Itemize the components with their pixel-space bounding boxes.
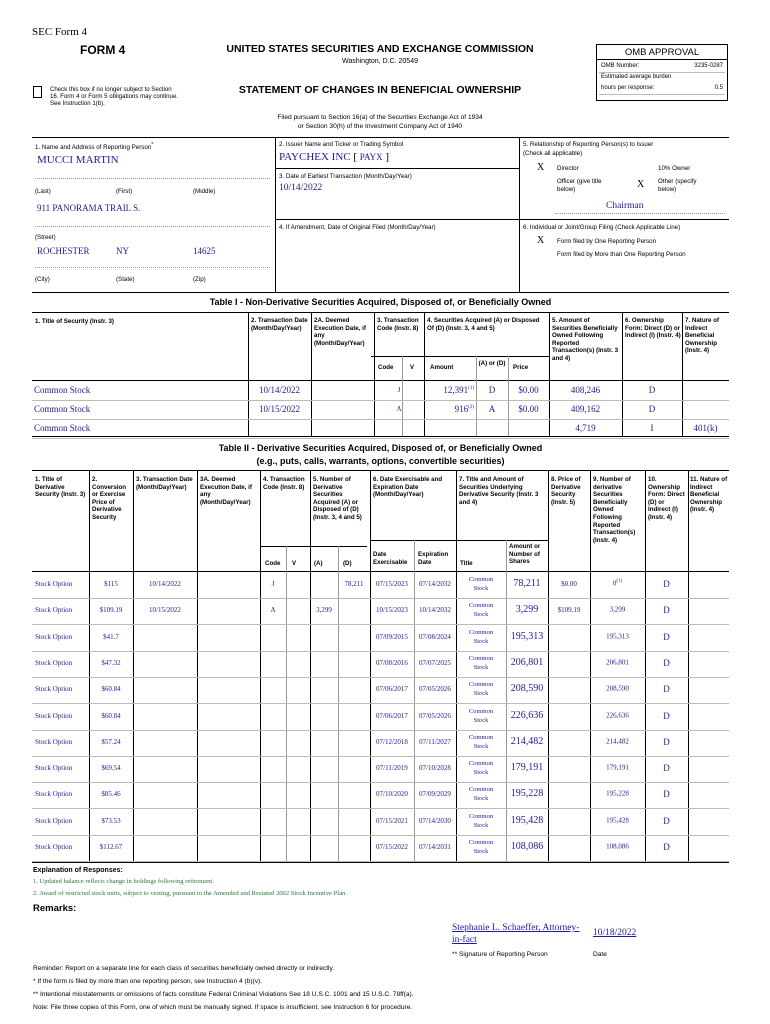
earliest-transaction-date: 10/14/2022 (279, 183, 323, 193)
remarks-title: Remarks: (33, 903, 77, 914)
filed-pursuant-line1: Filed pursuant to Section 16(a) of the Securities Exchange Act of 1934 (277, 114, 483, 121)
t1-ownership-form: I (650, 423, 654, 433)
t2-amount-owned: 0$^{(1)}$ (612, 579, 623, 588)
t2-conversion-price: $69.54 (101, 764, 121, 773)
t2-ownership-form: D (663, 579, 670, 589)
filed-pursuant-line2: or Section 30(h) of the Investment Company Act of 1940 (297, 123, 463, 130)
other-mark[interactable]: X (637, 179, 645, 190)
explanation-2: 2. Award of restricted stock units, subject to vesting, pursuant to the Amended and Restated 2002 Stock Incentive Plan. (33, 890, 348, 897)
table-row (32, 704, 729, 730)
t2-conversion-price: $109.19 (99, 606, 123, 615)
omb-title: OMB APPROVAL (597, 45, 727, 60)
t2-sub-d: (D) (343, 560, 352, 567)
reporting-person-name: MUCCI MARTIN (37, 154, 119, 166)
t1-acquired-disposed: D (488, 385, 496, 395)
t2-conversion-price: $115 (104, 580, 118, 588)
signature-date: 10/18/2022 (593, 928, 637, 938)
table-row (32, 572, 729, 598)
t1-ownership-form: D (648, 404, 656, 414)
t1-h-deemed: 2A. Deemed Execution Date, if any (Month/Day/Year) (314, 317, 366, 347)
t1-h-title: 1. Title of Security (Instr. 3) (35, 318, 114, 325)
other-label: Other (specify below) (658, 178, 697, 193)
t2-derivative-title: Stock Option (35, 685, 73, 694)
omb-number: 3235-0287 (694, 63, 723, 69)
t2-ownership-form: D (663, 684, 670, 695)
street-address: 911 PANORAMA TRAIL S. (37, 203, 141, 213)
t2-expiration-date: 07/11/2027 (419, 737, 451, 746)
relationship-sublabel: (Check all applicable) (523, 150, 583, 157)
t2-derivative-title: Stock Option (35, 737, 73, 746)
t2-derivative-title: Stock Option (35, 711, 73, 720)
t2-underlying-title: Common Stock (468, 707, 494, 724)
last-name-label: (Last) (35, 188, 51, 195)
t2-amount-owned: 195,428 (606, 816, 629, 825)
t1-sub-v: V (410, 364, 415, 371)
t2-expiration-date: 07/08/2024 (419, 632, 451, 641)
first-name-label: (First) (116, 188, 133, 195)
t1-transaction-date: 10/15/2022 (258, 404, 300, 414)
t2-date-exercisable: 07/11/2019 (376, 764, 408, 773)
t1-amount-owned: 409,162 (570, 404, 601, 414)
t2-h-conversion: 2. Conversion or Exercise Price of Derivative Security (92, 476, 127, 521)
t2-date-exercisable: 07/15/2023 (376, 580, 408, 588)
t2-underlying-title: Common Stock (468, 733, 494, 750)
t2-acquired: 3,299 (316, 606, 332, 615)
city-value: ROCHESTER (37, 246, 90, 256)
t2-amount-owned: 226,636 (606, 710, 629, 719)
t2-underlying-title: Common Stock (468, 760, 494, 777)
t1-h-date: 2. Transaction Date (Month/Day/Year) (251, 317, 308, 332)
t2-expiration-date: 07/14/2030 (419, 816, 451, 825)
t2-h-nature: 11. Nature of Indirect Beneficial Ownership (Instr. 4) (690, 476, 728, 514)
t2-date-exercisable: 07/06/2017 (376, 685, 408, 694)
issuer-label: 2. Issuer Name and Ticker or Trading Symbol (279, 141, 404, 148)
t2-date-exercisable: 07/10/2020 (376, 790, 408, 799)
t2-expiration-date: 07/09/2029 (419, 790, 451, 799)
table-row (32, 730, 729, 756)
director-label: Director (557, 165, 579, 172)
table1-title: Table I - Non-Derivative Securities Acquired, Disposed of, or Beneficially Owned (209, 297, 552, 307)
t2-amount-owned: 208,590 (606, 684, 629, 693)
date-label: Date (593, 951, 607, 958)
t2-underlying-amount: 108,086 (510, 841, 544, 852)
t1-amount: 12,391$^{(1)}$ (443, 385, 474, 395)
t1-h-nature: 7. Nature of Indirect Beneficial Ownership (Instr. 4) (685, 317, 720, 355)
t2-expiration-date: 07/14/2031 (419, 843, 451, 851)
t2-h-owned: 9. Number of derivative Securities Beneficially Owned Following Reported Transaction(s) (Instr. 4) (593, 476, 636, 544)
t2-date-exercisable: 10/15/2023 (376, 606, 408, 615)
t2-expiration-date: 07/05/2026 (419, 685, 451, 694)
t2-transaction-date: 10/14/2022 (149, 580, 181, 588)
t2-underlying-amount: 179,191 (510, 762, 544, 774)
t2-h-deemed: 3A. Deemed Execution Date, if any (Month/Day/Year) (200, 476, 252, 506)
t2-h-exercisable: 6. Date Exercisable and Expiration Date (Month/Day/Year) (373, 476, 443, 499)
t2-ownership-form: D (663, 631, 670, 642)
t1-security-title: Common Stock (34, 404, 91, 414)
t1-price: $0.00 (518, 404, 539, 414)
t2-conversion-price: $47.32 (101, 658, 121, 667)
street-label: (Street) (35, 234, 56, 241)
t1-amount-owned: 408,246 (570, 385, 601, 395)
t2-sub-amount: Amount or Number of Shares (509, 543, 541, 566)
table2-title: Table II - Derivative Securities Acquired, Disposed of, or Beneficially Owned (218, 443, 543, 453)
t2-expiration-date: 07/14/2032 (419, 580, 451, 588)
t2-sub-code: Code (265, 560, 281, 567)
t1-amount-owned: 4,719 (575, 423, 596, 433)
t2-amount-owned: 195,228 (606, 789, 629, 798)
t1-transaction-date: 10/14/2022 (258, 385, 300, 395)
zip-label: (Zip) (193, 276, 206, 283)
t2-sub-date-exercisable: Date Exercisable (373, 551, 408, 566)
t2-ownership-form: D (663, 657, 670, 668)
t2-underlying-amount: 208,590 (510, 683, 544, 695)
filing-type-label: 6. Individual or Joint/Group Filing (Check Applicable Line) (523, 224, 681, 231)
section16-checkbox[interactable] (33, 86, 42, 98)
t2-conversion-price: $85.46 (101, 790, 121, 799)
t2-underlying-title: Common Stock (468, 681, 494, 698)
t2-conversion-price: $112.67 (99, 843, 123, 851)
t2-underlying-title: Common Stock (468, 812, 494, 829)
t2-derivative-title: Stock Option (35, 580, 73, 588)
earliest-transaction-label: 3. Date of Earliest Transaction (Month/Day/Year) (279, 173, 412, 180)
t1-security-title: Common Stock (34, 423, 91, 433)
t2-underlying-title: Common Stock (468, 786, 494, 803)
t1-nature: 401(k) (693, 423, 718, 433)
t1-amount: 916$^{(2)}$ (454, 404, 474, 414)
multiple-persons-label: Form filed by More than One Reporting Person (557, 251, 686, 258)
t1-sub-amount: Amount (430, 364, 454, 371)
relationship-label: 5. Relationship of Reporting Person(s) to Issuer (523, 141, 654, 148)
t1-h-owned: 5. Amount of Securities Beneficially Owned Following Reported Transaction(s) (Instr. 3 and 4) (552, 317, 619, 362)
t2-amount-owned: 3,299 (609, 605, 626, 614)
explanation-1: 1. Updated balance reflects change in holdings following retirement. (33, 878, 214, 885)
t2-h-number: 5. Number of Derivative Securities Acquired (A) or Disposed of (D) (Instr. 3, 4 and 5) (313, 476, 362, 521)
t2-expiration-date: 07/10/2028 (419, 764, 451, 773)
t2-underlying-title: Common Stock (468, 628, 494, 645)
t2-ownership-form: D (663, 605, 670, 616)
t2-underlying-amount: 195,428 (510, 814, 544, 826)
t1-transaction-code: J (397, 386, 401, 394)
t2-date-exercisable: 07/08/2016 (376, 658, 408, 667)
reporting-person-label: 1. Name and Address of Reporting Person* (35, 142, 154, 152)
t2-underlying-amount: 195,228 (510, 788, 544, 800)
t2-underlying-amount: 78,211 (513, 578, 541, 589)
t2-derivative-title: Stock Option (35, 632, 73, 641)
t2-expiration-date: 07/07/2025 (419, 658, 451, 667)
t1-price: $0.00 (518, 385, 539, 395)
table-row (32, 677, 729, 703)
table-row (32, 782, 729, 808)
t2-sub-title: Title (460, 560, 473, 567)
signature-label: ** Signature of Reporting Person (452, 951, 548, 958)
t2-sub-a: (A) (314, 560, 323, 567)
city-label: (City) (35, 276, 50, 283)
t2-ownership-form: D (663, 789, 670, 800)
omb-burden-label1: Estimated average burden (601, 74, 672, 80)
t2-underlying-title: Common Stock (468, 576, 494, 592)
table-row (32, 651, 729, 677)
table-row (32, 756, 729, 782)
one-person-label: Form filed by One Reporting Person (557, 238, 657, 245)
agency-title: UNITED STATES SECURITIES AND EXCHANGE COMMISSION (226, 43, 534, 55)
table-row (32, 401, 729, 419)
table-row (32, 809, 729, 835)
t2-ownership-form: D (663, 736, 670, 747)
footer-note-3: Note: File three copies of this Form, one of which must be manually signed. If space is insufficient, see Instruction 6 for procedure. (33, 1004, 413, 1011)
t2-underlying-amount: 226,636 (510, 709, 544, 721)
t2-derivative-title: Stock Option (35, 843, 73, 851)
t2-underlying-amount: 206,801 (510, 656, 544, 668)
signature-name: Stephanie L. Schaeffer, Attorney- in-fact (452, 923, 580, 945)
explanation-title: Explanation of Responses: (33, 867, 123, 874)
t2-underlying-amount: 3,299 (515, 604, 539, 616)
t1-security-title: Common Stock (34, 385, 91, 395)
footer-note-2: ** Intentional misstatements or omissions of facts constitute Federal Criminal Violations See 18 U.S.C. 1001 and 15 U.S.C. 78ff(a). (33, 991, 414, 998)
t2-h-date: 3. Transaction Date (Month/Day/Year) (136, 476, 193, 491)
one-person-mark[interactable]: X (537, 235, 545, 246)
t2-derivative-title: Stock Option (35, 816, 73, 825)
t2-disposed: 78,211 (344, 580, 364, 588)
t2-conversion-price: $60.84 (101, 711, 121, 720)
t2-h-underlying: 7. Title and Amount of Securities Underlying Derivative Security (Instr. 3 and 4) (459, 476, 539, 506)
table-row (32, 835, 729, 861)
t2-h-code: 4. Transaction Code (Instr. 8) (263, 476, 305, 491)
t2-ownership-form: D (663, 763, 670, 774)
t1-transaction-code: A (396, 405, 402, 413)
t2-date-exercisable: 07/15/2022 (376, 843, 408, 851)
t2-date-exercisable: 07/15/2021 (376, 816, 408, 825)
t2-derivative-title: Stock Option (35, 658, 73, 667)
t2-conversion-price: $60.84 (101, 685, 121, 694)
t2-ownership-form: D (663, 842, 670, 852)
table-row (32, 625, 729, 651)
form-label: FORM 4 (80, 43, 126, 57)
footer-reminder: Reminder: Report on a separate line for each class of securities beneficially owned directly or indirectly. (33, 965, 335, 972)
t2-expiration-date: 07/05/2026 (419, 711, 451, 720)
t1-sub-code: Code (378, 364, 394, 371)
t2-conversion-price: $73.53 (101, 816, 121, 825)
omb-number-label: OMB Number: (601, 63, 640, 69)
state-value: NY (116, 246, 129, 256)
director-mark[interactable]: X (537, 162, 545, 173)
t2-derivative-title: Stock Option (35, 606, 73, 615)
omb-approval-box (596, 44, 728, 101)
omb-burden: 0.5 (714, 85, 723, 91)
t2-ownership-form: D (663, 815, 670, 826)
t2-conversion-price: $41.7 (103, 632, 119, 641)
table2-subtitle: (e.g., puts, calls, warrants, options, convertible securities) (256, 456, 505, 466)
t2-underlying-title: Common Stock (468, 839, 494, 855)
table-row (32, 382, 729, 400)
t1-h-securities: 4. Securities Acquired (A) or Disposed Of (D) (Instr. 3, 4 and 5) (427, 317, 540, 332)
t2-derivative-title: Stock Option (35, 764, 73, 773)
t1-acquired-disposed: A (488, 404, 496, 414)
t2-amount-owned: 206,801 (606, 658, 629, 667)
t2-derivative-price: $109.19 (557, 606, 581, 615)
t2-underlying-amount: 195,313 (510, 630, 544, 642)
t2-underlying-amount: 214,482 (510, 735, 544, 747)
t2-ownership-form: D (663, 710, 670, 721)
officer-label: Officer (give title below) (557, 178, 602, 193)
t2-transaction-code: A (270, 606, 276, 615)
t2-transaction-date: 10/15/2022 (149, 606, 181, 615)
issuer-name: PAYCHEX INC [ PAYX ] (279, 151, 390, 163)
t2-h-price: 8. Price of Derivative Security (Instr. 5) (551, 476, 581, 506)
t2-underlying-title: Common Stock (468, 654, 494, 671)
ten-percent-owner-label: 10% Owner (658, 165, 691, 172)
t2-derivative-title: Stock Option (35, 790, 73, 799)
agency-city: Washington, D.C. 20549 (341, 58, 418, 65)
t2-date-exercisable: 07/09/2015 (376, 632, 408, 641)
t2-transaction-code: J (271, 580, 275, 588)
t2-h-title: 1. Title of Derivative Security (Instr. 3) (35, 476, 86, 499)
middle-name-label: (Middle) (193, 188, 216, 195)
t2-expiration-date: 10/14/2032 (419, 606, 451, 615)
t1-sub-price: Price (513, 364, 529, 371)
t2-date-exercisable: 07/12/2018 (376, 737, 408, 746)
t2-date-exercisable: 07/06/2017 (376, 711, 408, 720)
state-label: (State) (116, 276, 135, 283)
t1-h-form: 6. Ownership Form: Direct (D) or Indirect (I) (Instr. 4) (625, 317, 681, 340)
t2-amount-owned: 179,191 (606, 763, 629, 772)
statement-title: STATEMENT OF CHANGES IN BENEFICIAL OWNERSHIP (238, 84, 522, 96)
t2-h-form: 10. Ownership Form: Direct (D) or Indirect (I) (Instr. 4) (648, 476, 685, 521)
footer-note-1: * If the form is filed by more than one reporting person, see Instruction 4 (b)(v). (33, 978, 263, 985)
zip-value: 14625 (193, 246, 216, 256)
t2-sub-v: V (292, 560, 297, 567)
t2-sub-expiration: Expiration Date (418, 551, 449, 566)
t1-ownership-form: D (648, 385, 656, 395)
t2-derivative-price: $0.00 (561, 580, 577, 588)
table-row (32, 598, 729, 624)
officer-title-value: Chairman (606, 201, 644, 211)
t1-h-code: 3. Transaction Code (Instr. 8) (377, 317, 419, 332)
page-header: SEC Form 4 (32, 26, 88, 38)
t2-amount-owned: 214,482 (606, 737, 629, 746)
t2-conversion-price: $57.24 (101, 737, 121, 746)
section16-checkbox-text: Check this box if no longer subject to Section 16. Form 4 or Form 5 obligations may continue. See Instruction 1(b). (50, 86, 179, 108)
omb-burden-label2: hours per response: (601, 85, 655, 91)
t2-underlying-title: Common Stock (468, 602, 494, 619)
t1-sub-aord: (A) or (D) (478, 360, 506, 367)
t2-amount-owned: 195,313 (606, 631, 629, 640)
amendment-label: 4. If Amendment, Date of Original Filed (Month/Day/Year) (279, 224, 436, 231)
t2-amount-owned: 108,086 (606, 842, 629, 851)
